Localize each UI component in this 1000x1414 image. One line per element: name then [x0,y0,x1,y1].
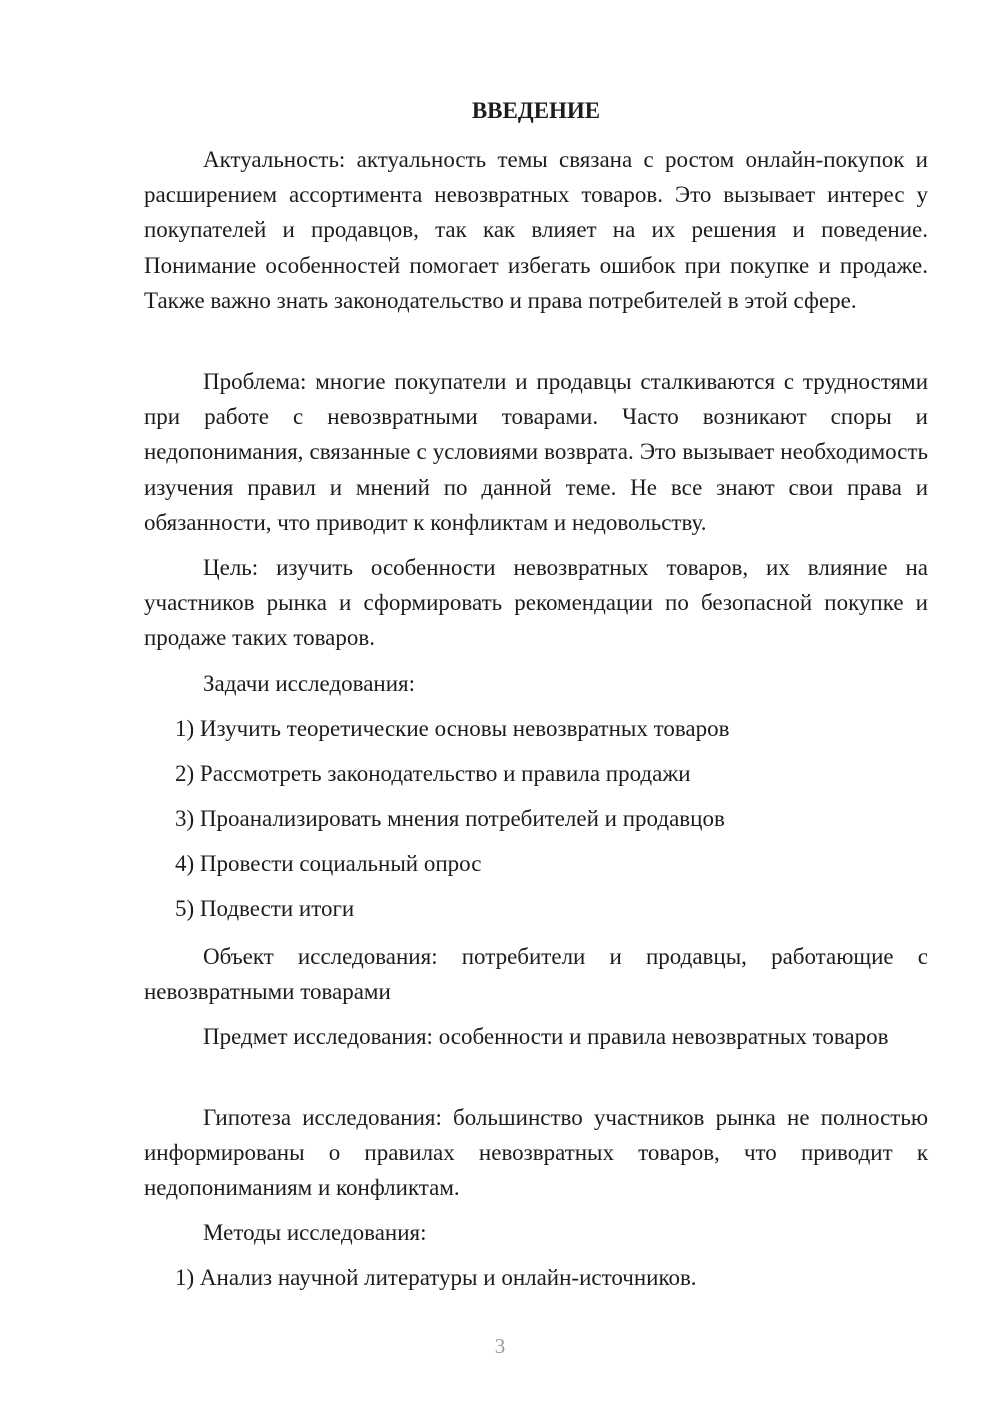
section-title: ВВЕДЕНИЕ [471,98,601,123]
task-item: 2) Рассмотреть законодательство и правила продажи [175,761,691,786]
problem-paragraph: Проблема: многие покупатели и продавцы сталкиваются с трудностями при работе с невозвратными товарами. Часто возникают споры и недопонимания, связанные с условиями возврата. Это вызывает необходимость изучения правил и мнений по данной теме. Не все знают свои права и обязанности, что приводит к конфликтам и недовольству. [144,369,928,535]
document-page [144,96,928,1336]
methods-heading: Методы исследования: [203,1220,427,1245]
relevance-paragraph: Актуальность: актуальность темы связана с ростом онлайн-покупок и расширением ассортимента невозвратных товаров. Это вызывает интерес у покупателей и продавцов, так как влияет на их решения и поведение. Понимание особенностей помогает избегать ошибок при покупке и продаже. Также важно знать законодательство и права потребителей в этой сфере. [144,147,928,313]
task-item: 3) Проанализировать мнения потребителей и продавцов [175,806,725,831]
task-item: 4) Провести социальный опрос [175,851,482,876]
object-paragraph: Объект исследования: потребители и продавцы, работающие с невозвратными товарами [144,944,928,1005]
task-item: 5) Подвести итоги [175,896,355,921]
page-number: 3 [494,1334,506,1358]
method-item: 1) Анализ научной литературы и онлайн-источников. [175,1265,697,1290]
task-item: 1) Изучить теоретические основы невозвратных товаров [175,716,730,741]
hypothesis-paragraph: Гипотеза исследования: большинство участников рынка не полностью информированы о правилах невозвратных товаров, что приводит к недопониманиям и конфликтам. [144,1105,928,1201]
goal-paragraph: Цель: изучить особенности невозвратных товаров, их влияние на участников рынка и сформировать рекомендации по безопасной покупке и продаже таких товаров. [144,555,928,651]
tasks-heading: Задачи исследования: [203,671,416,696]
subject-paragraph: Предмет исследования: особенности и правила невозвратных товаров [203,1024,889,1049]
